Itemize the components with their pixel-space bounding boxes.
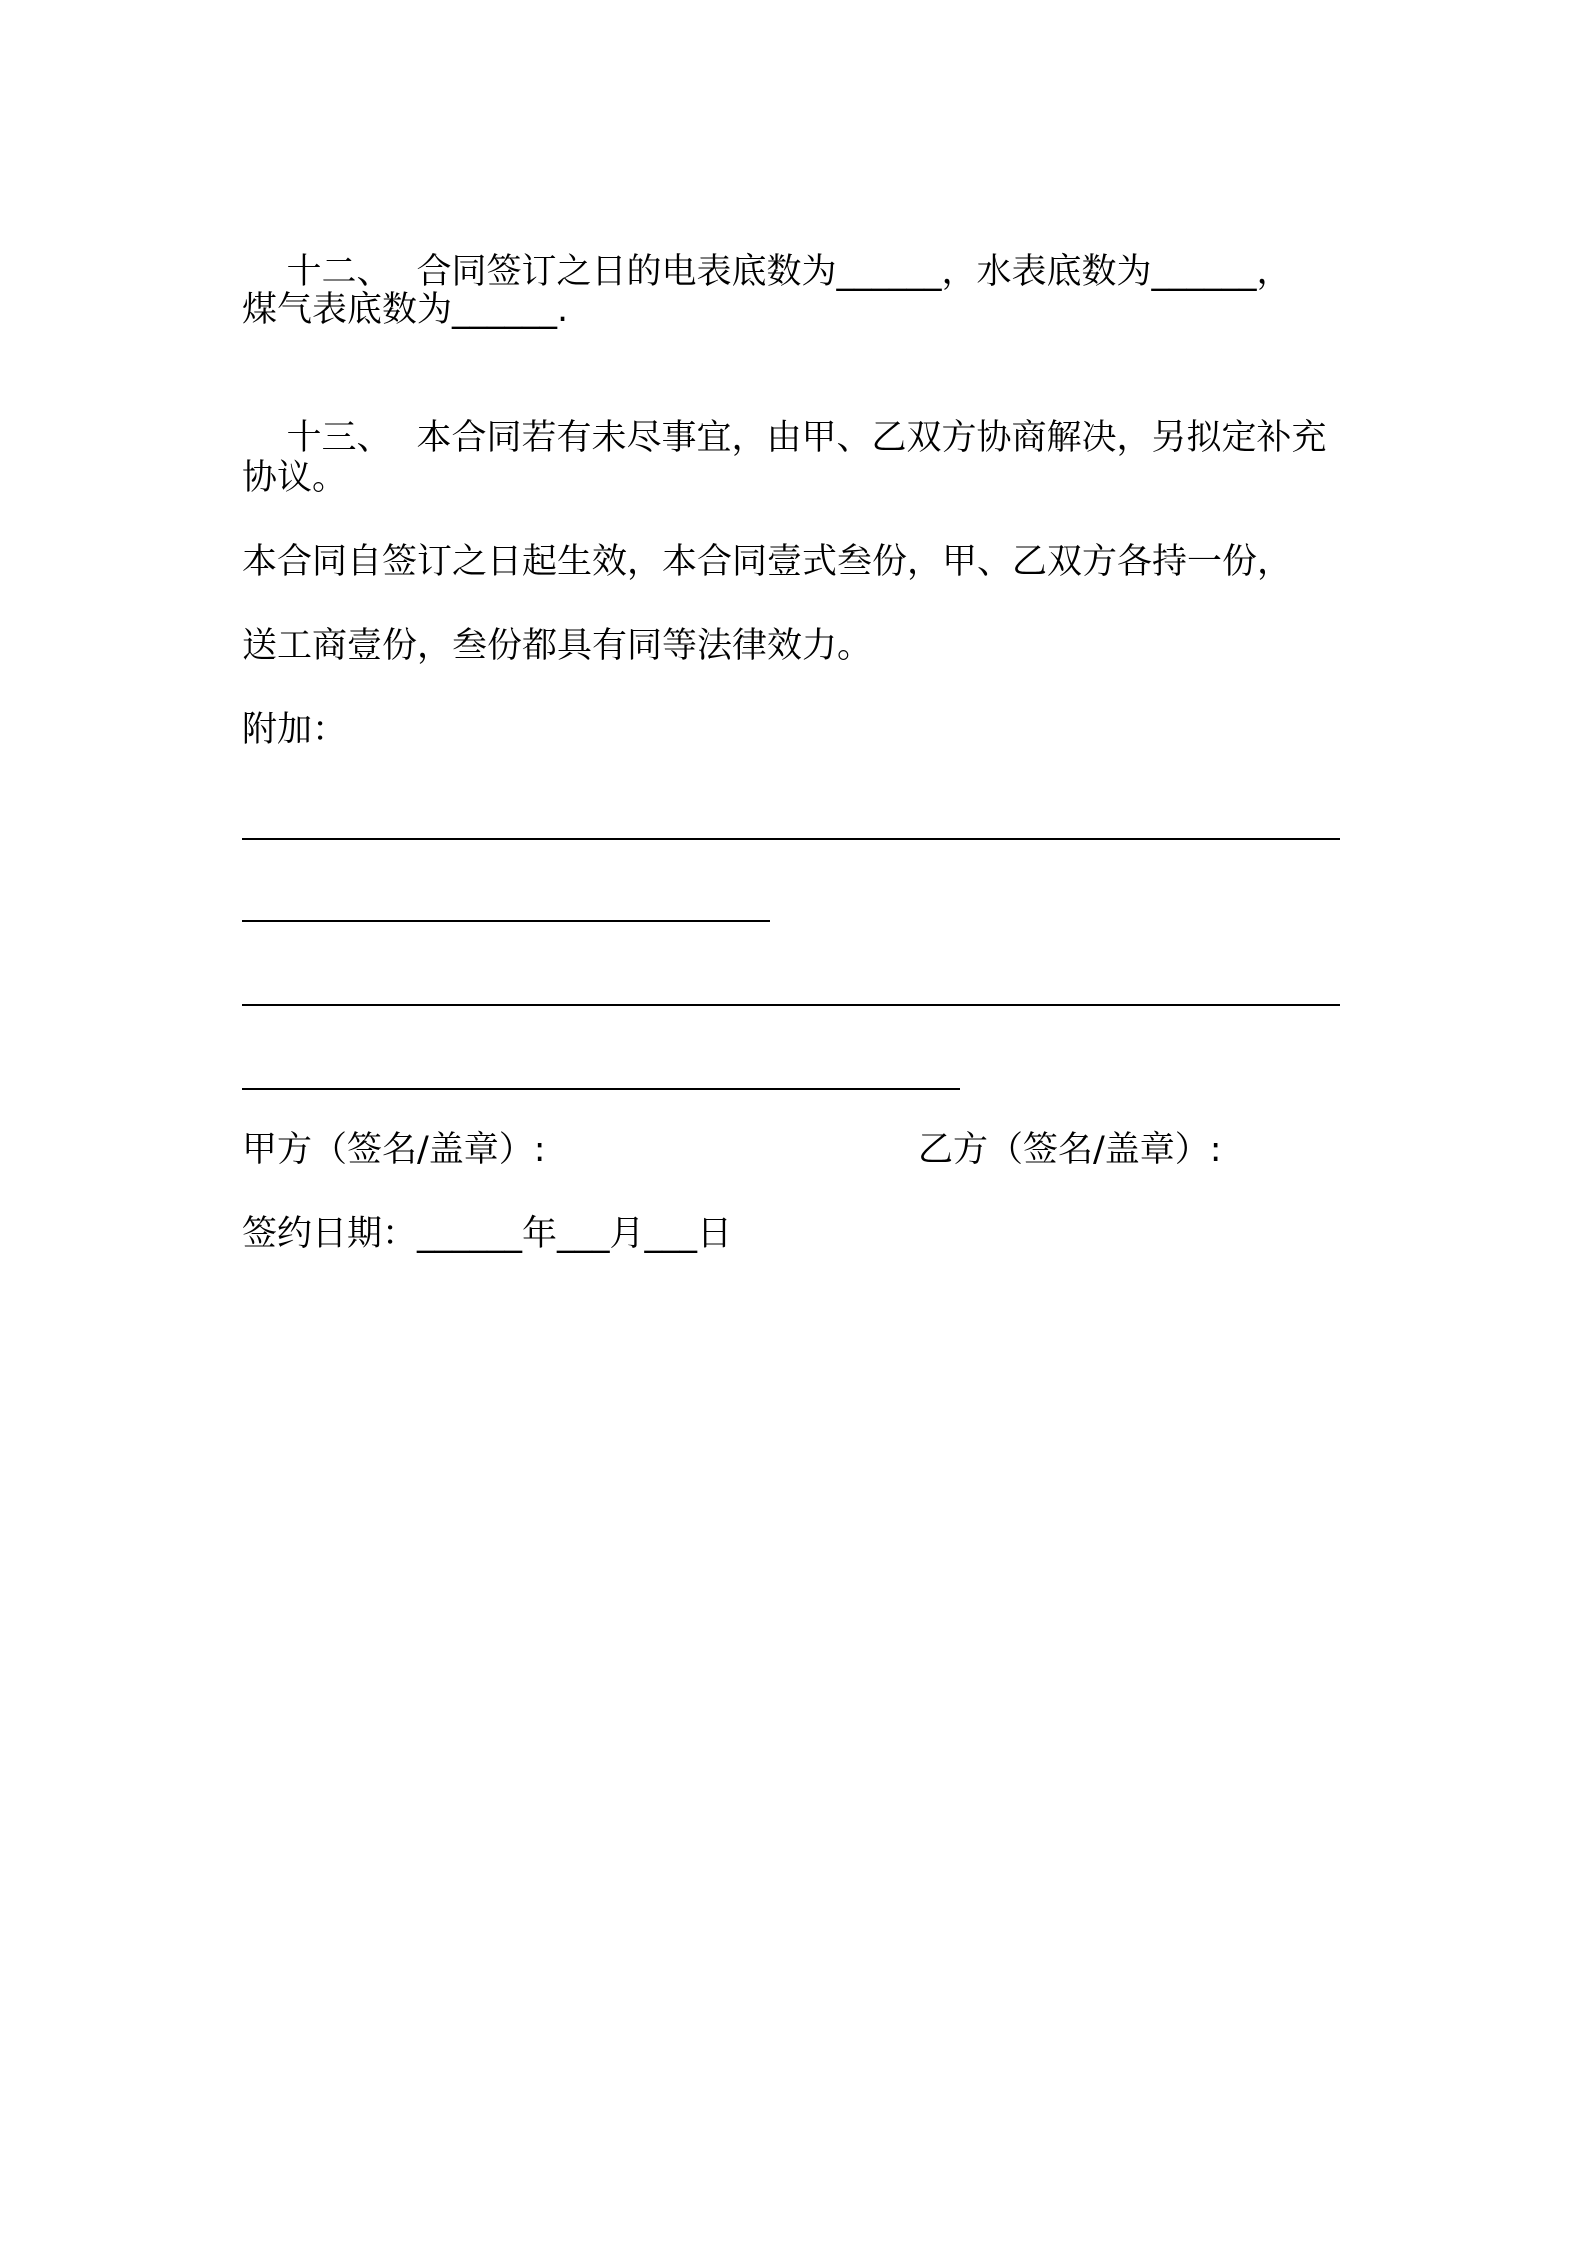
clause-12-text-1: 合同签订之日的电表底数为______，水表底数为______，	[416, 252, 1292, 292]
effect-line-2: 送工商壹份，叁份都具有同等法律效力。	[242, 626, 873, 666]
clause-12-number: 十二、	[286, 252, 392, 292]
party-b-signature: 乙方（签名/盖章）:	[918, 1130, 1222, 1170]
effect-line-1: 本合同自签订之日起生效，本合同壹式叁份，甲、乙双方各持一份，	[242, 542, 1293, 582]
appendix-blank-line-4	[242, 1088, 960, 1090]
clause-13-line-1	[242, 372, 1327, 504]
appendix-blank-line-1	[242, 838, 1340, 840]
signing-date: 签约日期：______年___月___日	[242, 1214, 733, 1254]
clause-13-line-2: 协议。	[242, 458, 348, 498]
party-a-signature: 甲方（签名/盖章）:	[242, 1130, 546, 1170]
appendix-blank-line-2	[242, 920, 770, 922]
clause-12-line-2: 煤气表底数为______.	[242, 290, 569, 330]
appendix-label: 附加：	[242, 710, 348, 750]
clause-13-number: 十三、	[286, 418, 392, 458]
appendix-blank-line-3	[242, 1004, 1340, 1006]
clause-13-text-1: 本合同若有未尽事宜，由甲、乙双方协商解决，另拟定补充	[416, 418, 1327, 458]
